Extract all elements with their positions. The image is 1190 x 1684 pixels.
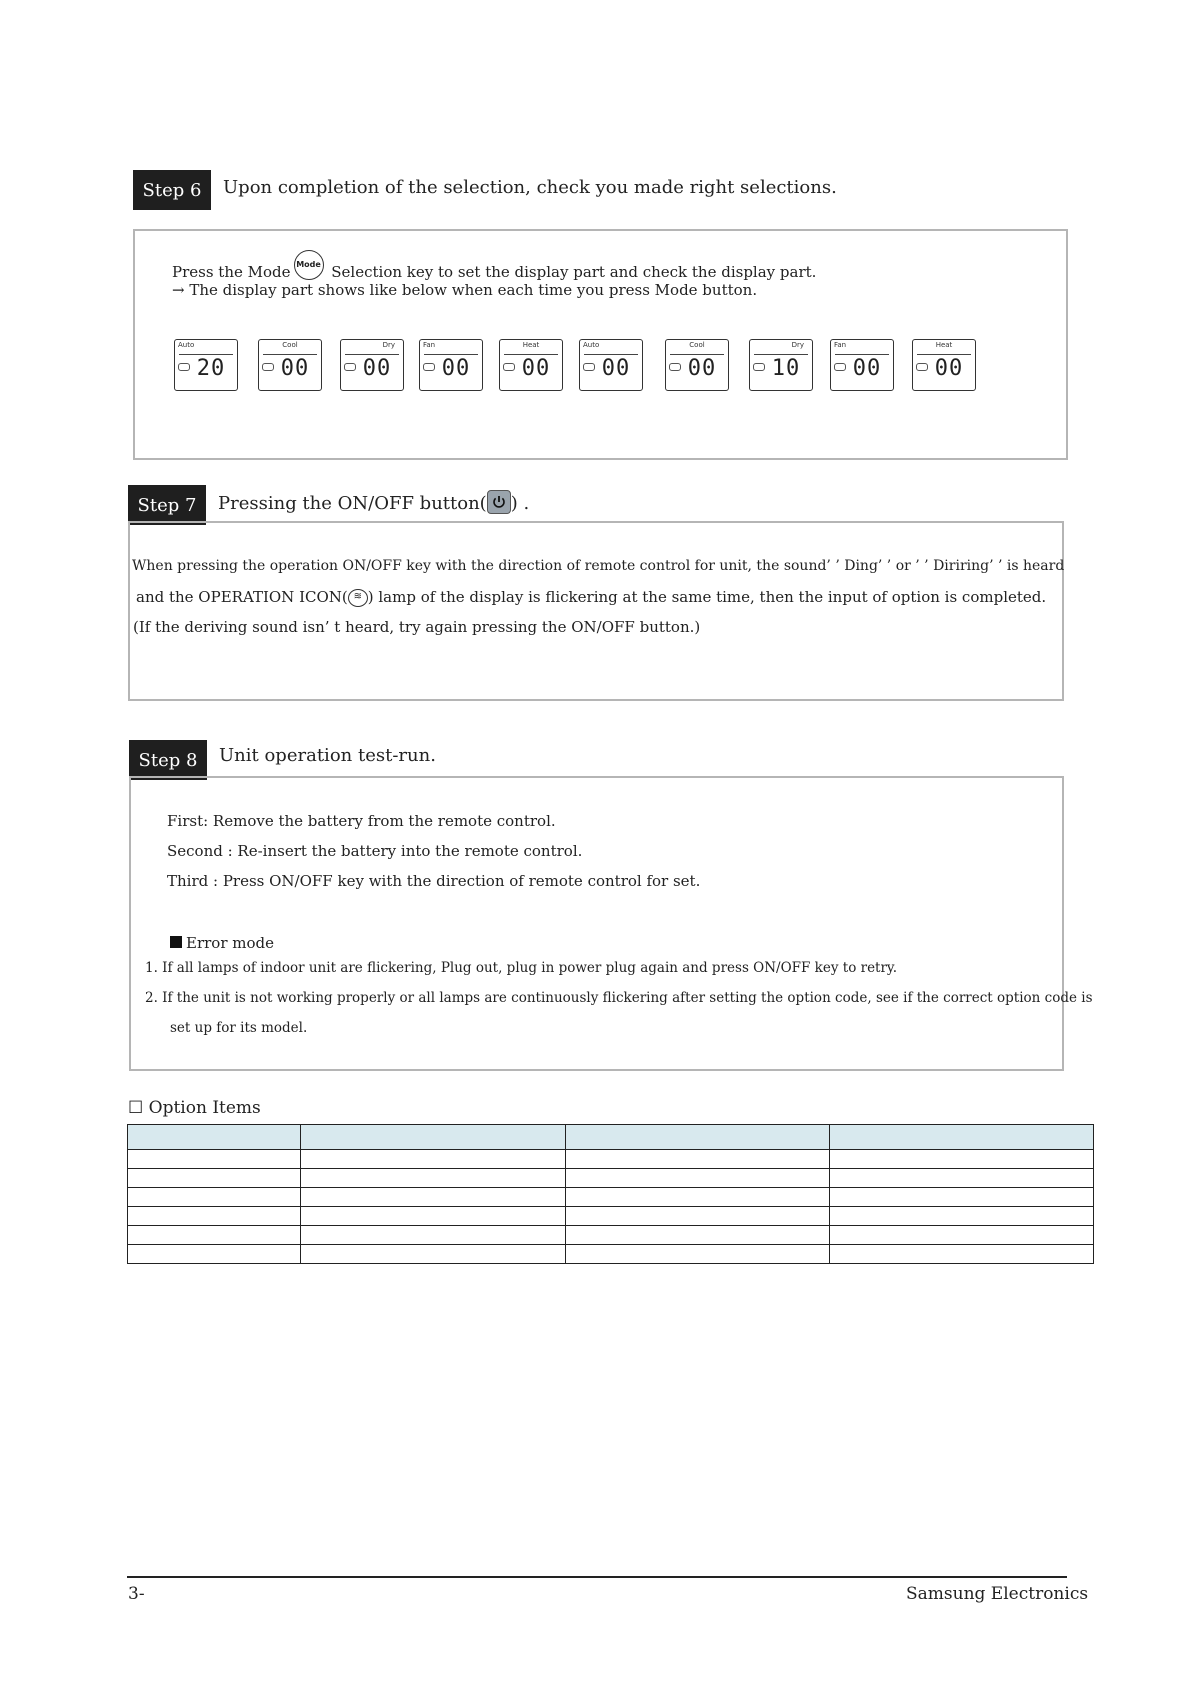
- table-cell: [128, 1169, 301, 1188]
- lcd-divider: [584, 354, 638, 355]
- operation-icon: ≋: [348, 589, 368, 607]
- lcd-mode-label: Dry: [382, 341, 395, 349]
- table-cell: [301, 1245, 565, 1264]
- lcd-display: [419, 339, 483, 391]
- table-cell: [301, 1188, 565, 1207]
- error-item-1: 1. If all lamps of indoor unit are flickering, Plug out, plug in power plug again and press ON/OFF key to retry.: [145, 960, 898, 976]
- table-row: [128, 1207, 1094, 1226]
- table-cell: [565, 1226, 829, 1245]
- table-cell: [128, 1150, 301, 1169]
- table-body: [128, 1150, 1094, 1264]
- table-header-cell: [565, 1125, 829, 1150]
- footer-page: 3-: [128, 1584, 145, 1604]
- table-cell: [829, 1207, 1093, 1226]
- lcd-divider: [424, 354, 478, 355]
- table-row: [128, 1188, 1094, 1207]
- table-cell: [829, 1245, 1093, 1264]
- step6-line2: → The display part shows like below when each time you press Mode button.: [172, 281, 758, 299]
- lcd-display: [749, 339, 813, 391]
- lcd-display: [340, 339, 404, 391]
- error-item-2b: set up for its model.: [170, 1020, 308, 1036]
- lcd-mode-label: Auto: [583, 341, 600, 349]
- step8-third: Third : Press ON/OFF key with the direction of remote control for set.: [167, 872, 701, 890]
- lcd-display: [579, 339, 643, 391]
- lcd-digits: 20: [196, 356, 226, 381]
- table-cell: [829, 1150, 1093, 1169]
- lcd-mode-label: Fan: [834, 341, 847, 349]
- table-cell: [301, 1226, 565, 1245]
- error-item-2a: 2. If the unit is not working properly or all lamps are continuously flickering after setting the option code, see if the correct option code is: [145, 990, 1093, 1006]
- table-cell: [301, 1207, 565, 1226]
- lcd-display: [912, 339, 976, 391]
- lcd-digits: 00: [934, 356, 964, 381]
- lcd-digits: 00: [521, 356, 551, 381]
- lcd-display: [499, 339, 563, 391]
- step6-badge: Step 6: [133, 170, 211, 210]
- step6-title: Upon completion of the selection, check you made right selections.: [223, 177, 837, 198]
- mode-key-icon: Mode: [294, 250, 324, 280]
- step6-line1-before: Press the Mode: [172, 263, 291, 281]
- table-cell: [565, 1188, 829, 1207]
- step7-title-after: ) .: [510, 493, 530, 514]
- step7-line2: [136, 588, 1046, 607]
- step8-second: Second : Re-insert the battery into the remote control.: [167, 842, 583, 860]
- step7-badge: Step 7: [128, 485, 206, 525]
- table-cell: [128, 1245, 301, 1264]
- lcd-divider: [754, 354, 808, 355]
- lcd-divider: [504, 354, 558, 355]
- lcd-display: [174, 339, 238, 391]
- table-cell: [128, 1207, 301, 1226]
- step7-line2-after: ) lamp of the display is flickering at the same time, then the input of option is completed.: [367, 588, 1047, 606]
- lcd-divider: [917, 354, 971, 355]
- lcd-mode-label: Cool: [282, 341, 298, 349]
- lcd-mode-label: Dry: [791, 341, 804, 349]
- table-header-cell: [301, 1125, 565, 1150]
- table-cell: [128, 1188, 301, 1207]
- table-row: [128, 1150, 1094, 1169]
- lcd-digits: 00: [280, 356, 310, 381]
- lcd-digits: 10: [771, 356, 801, 381]
- table-header-row: [128, 1125, 1094, 1150]
- table-cell: [565, 1245, 829, 1264]
- table-cell: [565, 1150, 829, 1169]
- lcd-mode-label: Fan: [423, 341, 436, 349]
- table-cell: [301, 1169, 565, 1188]
- lcd-digits: 00: [687, 356, 717, 381]
- table-cell: [829, 1169, 1093, 1188]
- option-items-title: ☐ Option Items: [128, 1098, 261, 1118]
- table-cell: [565, 1169, 829, 1188]
- table-cell: [301, 1150, 565, 1169]
- step8-first: First: Remove the battery from the remote control.: [167, 812, 556, 830]
- step7-title: [218, 492, 529, 516]
- lcd-digits: 00: [601, 356, 631, 381]
- step7-line3: (If the deriving sound isn’ t heard, try again pressing the ON/OFF button.): [133, 618, 701, 636]
- lcd-digits: 00: [362, 356, 392, 381]
- lcd-divider: [835, 354, 889, 355]
- lcd-divider: [670, 354, 724, 355]
- lcd-display: [830, 339, 894, 391]
- lcd-divider: [345, 354, 399, 355]
- table-row: [128, 1245, 1094, 1264]
- lcd-divider: [179, 354, 233, 355]
- step7-box: [128, 521, 1064, 701]
- error-mode-label: Error mode: [186, 934, 274, 952]
- step8-badge: Step 8: [129, 740, 207, 780]
- table-cell: [829, 1226, 1093, 1245]
- step8-title: Unit operation test-run.: [219, 745, 436, 766]
- table-cell: [829, 1188, 1093, 1207]
- table-cell: [128, 1226, 301, 1245]
- lcd-display: [258, 339, 322, 391]
- step7-line1: When pressing the operation ON/OFF key with the direction of remote control for unit, the sound’ ’ Ding’ ’ or ’ ’ Diriring’ ’ is heard: [132, 558, 1065, 574]
- table-header-cell: [829, 1125, 1093, 1150]
- step7-line2-before: and the OPERATION ICON(: [136, 588, 348, 606]
- table-cell: [565, 1207, 829, 1226]
- table-row: [128, 1169, 1094, 1188]
- table-header-cell: [128, 1125, 301, 1150]
- lcd-mode-label: Auto: [178, 341, 195, 349]
- lcd-divider: [263, 354, 317, 355]
- lcd-display: [665, 339, 729, 391]
- lcd-mode-label: Heat: [522, 341, 540, 349]
- lcd-mode-label: Cool: [689, 341, 705, 349]
- error-mode-title: [170, 934, 274, 952]
- lcd-digits: 00: [441, 356, 471, 381]
- footer-rule: [127, 1576, 1067, 1578]
- step6-line1-after: Selection key to set the display part and check the display part.: [326, 263, 817, 281]
- square-bullet-icon: [170, 936, 182, 948]
- table-row: [128, 1226, 1094, 1245]
- power-button-icon: [487, 490, 511, 514]
- step7-title-before: Pressing the ON/OFF button(: [218, 493, 487, 514]
- option-items-table: [127, 1124, 1094, 1264]
- lcd-mode-label: Heat: [935, 341, 953, 349]
- footer-company: Samsung Electronics: [906, 1584, 1089, 1604]
- lcd-digits: 00: [852, 356, 882, 381]
